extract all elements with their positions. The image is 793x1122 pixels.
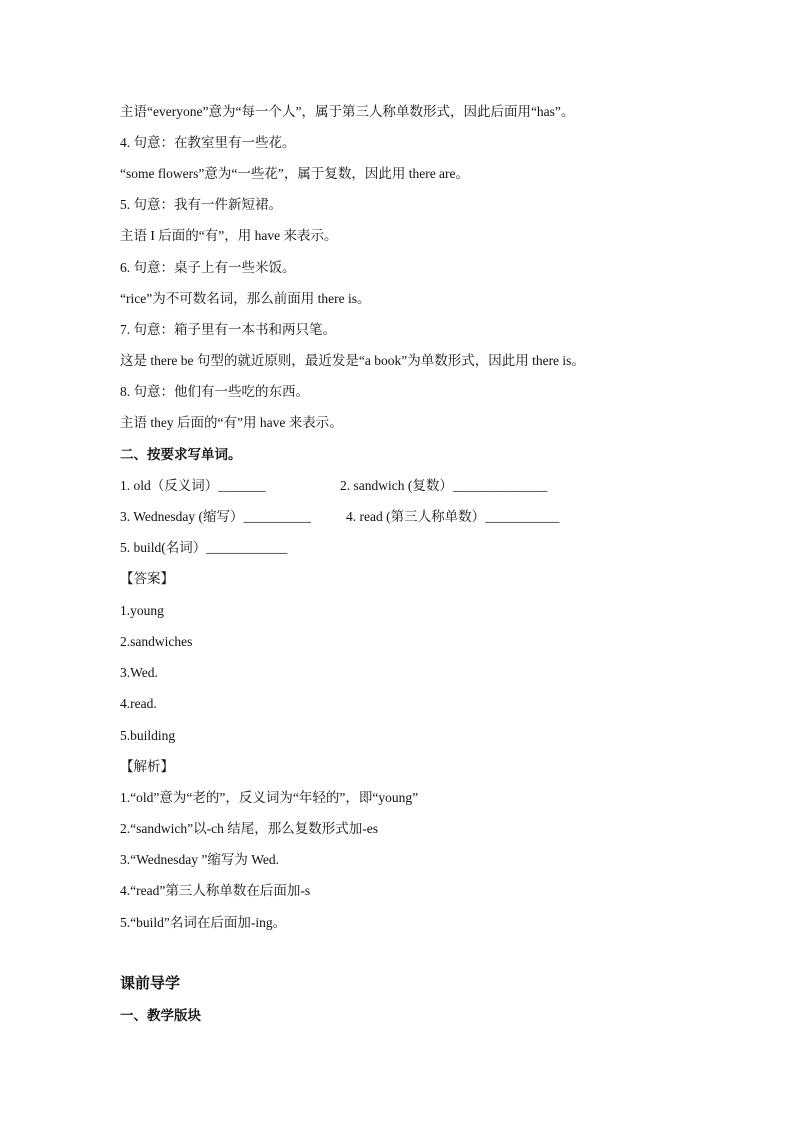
answer-item: 2.sandwiches (120, 634, 193, 649)
explanation-line: 5. 句意：我有一件新短裙。 (120, 197, 282, 212)
explanation-line: 7. 句意：箱子里有一本书和两只笔。 (120, 322, 336, 337)
analysis-item: 2.“sandwich”以-ch 结尾，那么复数形式加-es (120, 821, 378, 836)
explanation-line: 主语 I 后面的“有”，用 have 来表示。 (120, 228, 338, 243)
preview-title: 课前导学 (120, 976, 181, 992)
question-item: 4. read (第三人称单数）___________ (346, 509, 560, 524)
answer-heading: 【答案】 (120, 571, 174, 586)
explanation-line: “rice”为不可数名词，那么前面用 there is。 (120, 291, 371, 306)
teaching-block-title: 一、教学版块 (120, 1008, 201, 1023)
question-item: 2. sandwich (复数）______________ (340, 478, 548, 493)
section-title: 二、按要求写单词。 (120, 447, 242, 462)
answer-item: 5.building (120, 728, 176, 743)
explanation-line: 主语 they 后面的“有”用 have 来表示。 (120, 415, 343, 430)
question-item: 1. old（反义词）_______ (120, 478, 266, 493)
explanation-line: “some flowers”意为“一些花”，属于复数，因此用 there are。 (120, 166, 470, 181)
analysis-item: 4.“read”第三人称单数在后面加-s (120, 883, 311, 898)
explanation-line: 8. 句意：他们有一些吃的东西。 (120, 384, 309, 399)
explanation-line: 6. 句意：桌子上有一些米饭。 (120, 260, 296, 275)
explanation-line: 4. 句意：在教室里有一些花。 (120, 135, 296, 150)
question-item: 5. build(名词）____________ (120, 540, 288, 555)
analysis-heading: 【解析】 (120, 759, 174, 774)
analysis-item: 3.“Wednesday ”缩写为 Wed. (120, 852, 280, 867)
analysis-item: 1.“old”意为“老的”，反义词为“年轻的”，即“young” (120, 790, 419, 805)
explanation-line: 这是 there be 句型的就近原则，最近发是“a book”为单数形式，因此用 there is。 (120, 353, 585, 368)
explanation-line: 主语“everyone”意为“每一个人”，属于第三人称单数形式，因此后面用“has”。 (120, 104, 575, 119)
answer-item: 3.Wed. (120, 665, 158, 680)
analysis-item: 5.“build”名词在后面加-ing。 (120, 915, 287, 930)
question-item: 3. Wednesday (缩写）__________ (120, 509, 312, 524)
answer-item: 4.read. (120, 696, 157, 711)
answer-item: 1.young (120, 603, 164, 618)
